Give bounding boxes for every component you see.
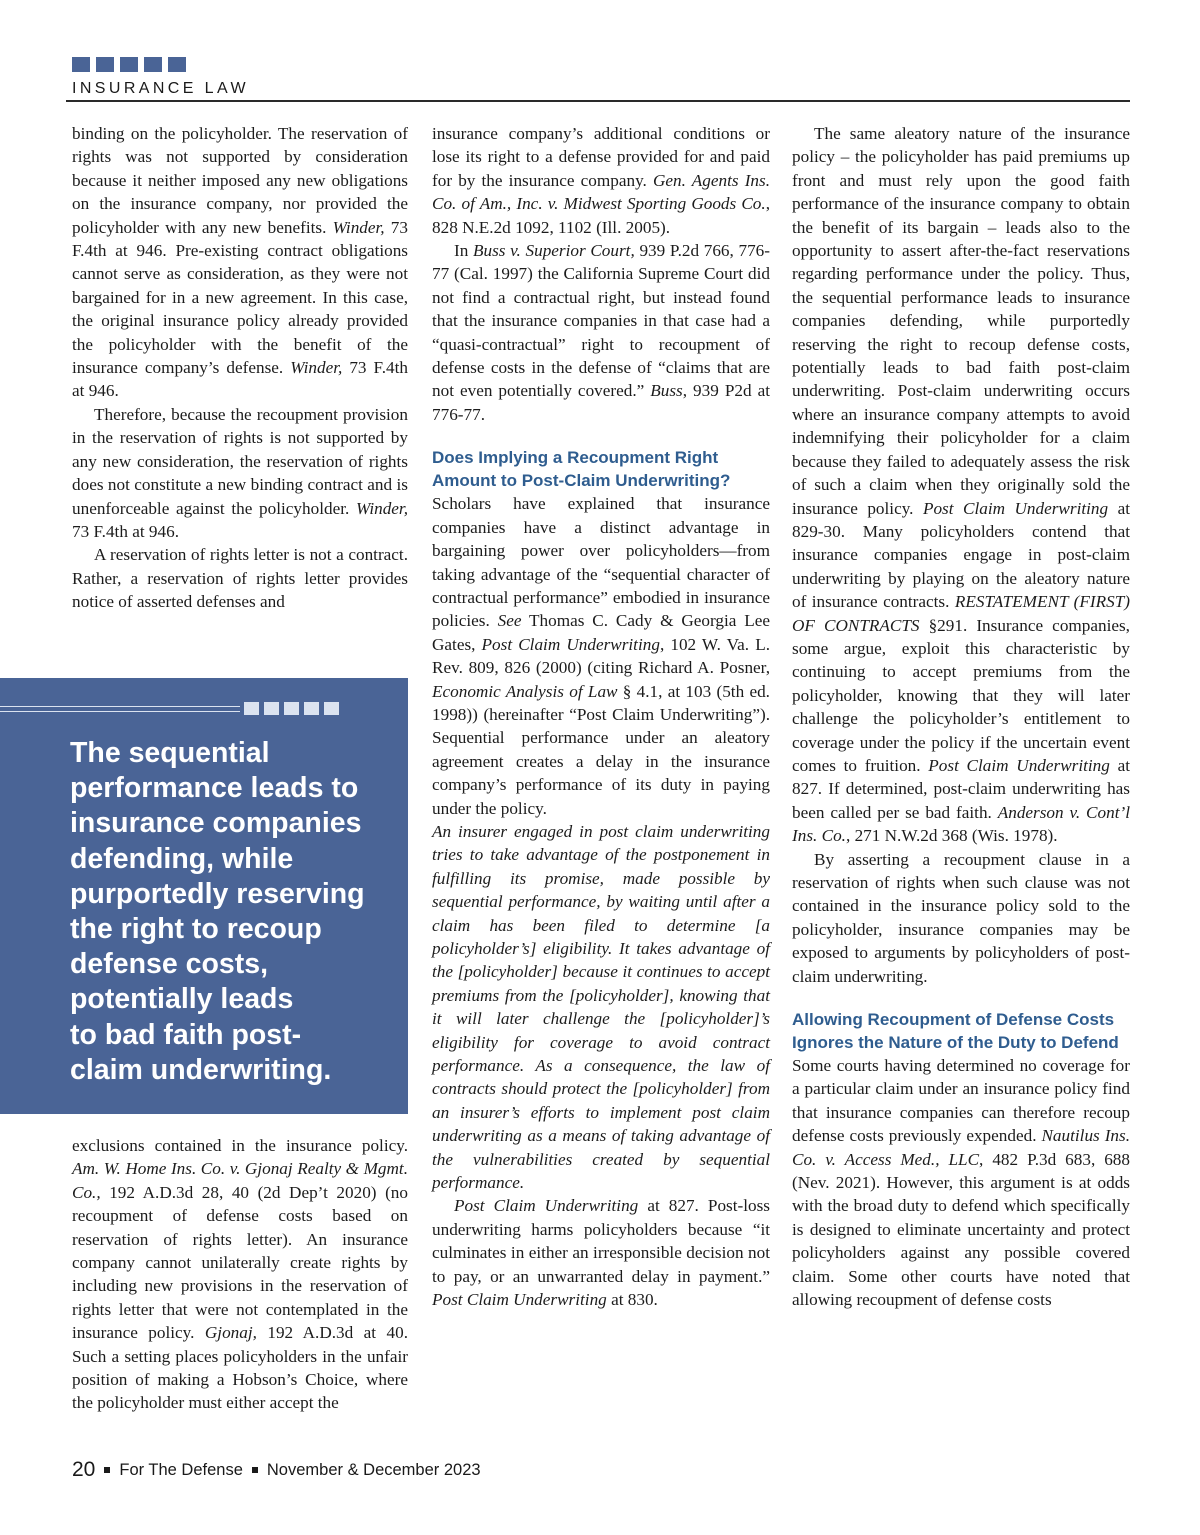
text-run: , 271 N.W.2d 368 (Wis. 1978). [845, 826, 1058, 846]
citation-italic: Am. W. Home Ins. Co. v. Gjonaj Realty & Mgmt. Co., [72, 1159, 408, 1202]
text-run: at 829-30. Many policyholders contend that insurance companies engage in post-claim underwriting by playing on the aleatory nature of insurance contracts. [792, 498, 1130, 612]
text-run: The same aleatory nature of the insurance policy – the policyholder has paid premiums up front and must rely upon the good faith performance of the insurance company to obtain the benefit of its bargain – leads also to the opportunity to assert after-the-fact reservations regarding performance under the policy. Thus, the sequential performance leads to insurance companies defending, while purportedly reserving the right to recoup defense costs, potentially leads to bad faith post-claim underwriting. Post-claim underwriting occurs where an insurance company attempts to avoid indemnifying their policyholder for a claim because they failed to adequately assess the risk of such a claim when they originally sold the insurance policy. [792, 124, 1130, 518]
citation-italic: Economic Analysis of Law [432, 681, 618, 701]
text-run: § 4.1, at 103 (5th ed. 1998)) (hereinafter “Post Claim Underwriting”). Sequential performance under an aleatory agreement creates a delay in the insurance company’s performance of its duty in paying under the policy. [432, 681, 770, 818]
citation-italic: Buss [650, 381, 683, 401]
citation-italic: Winder, [332, 217, 385, 237]
text-run: at 827. If determined, post-claim underwriting has been called per se bad faith. [792, 755, 1130, 822]
citation-italic: Winder, [355, 498, 408, 518]
col3-paragraph-3 [792, 1054, 1130, 1311]
col1-paragraph-4 [72, 1134, 408, 1415]
citation-italic: Post Claim Underwriting [432, 1290, 607, 1310]
citation-italic: See [497, 611, 522, 631]
publication-name: For The Defense [119, 1460, 243, 1479]
text-run: Therefore, because the recoupment provision in the reservation of rights is not supported by any new consideration, the reservation of rights does not constitute a new binding contract and is unenforceable against the policyholder. [72, 404, 408, 518]
issue-date: November & December 2023 [266, 1460, 481, 1479]
section-title: INSURANCE LAW [72, 80, 249, 97]
citation-italic: Post Claim Underwriting [922, 498, 1109, 518]
header-squares-decoration [72, 57, 186, 72]
text-run: 73 F.4th at 946. [72, 358, 408, 401]
col3-paragraph-2 [792, 848, 1130, 988]
section-heading-post-claim: Does Implying a Recoupment Right Amount to Post-Claim Underwriting? [432, 448, 731, 491]
citation-italic: Gen. Agents Ins. Co. of Am., Inc. v. Midwest Sporting Goods Co. [432, 170, 770, 214]
page-number: 20 [72, 1458, 96, 1481]
text-run: exclusions contained in the insurance policy. [72, 1136, 408, 1155]
col2-paragraph-1 [432, 122, 770, 239]
text-run: , 828 N.E.2d 1092, 1102 (Ill. 2005). [432, 194, 770, 237]
citation-italic: Post Claim Underwriting [454, 1196, 639, 1216]
col3-paragraph-1 [792, 122, 1130, 848]
citation-italic: Buss v. Superior Court, [473, 241, 635, 261]
pull-quote-text: The sequential performance leads to insurance companies defending, while purportedly reserving the right to recoup defense costs, potentially leads to bad faith post- claim underwriting. [70, 737, 365, 1086]
text-run: 73 F.4th at 946. [72, 521, 180, 541]
text-run: , 482 P.3d 683, 688 (Nev. 2021). However, this argument is at odds with the broad duty to defend which specifically is designed to eliminate uncertainty and protect policyholders against any possible covered claim. Some other courts have noted that allowing recoupment of defense costs [792, 1149, 1130, 1310]
page-footer [72, 1458, 481, 1482]
footer-bullet [104, 1467, 110, 1473]
pull-quote-rule [0, 706, 240, 712]
text-run: By asserting a recoupment clause in a reservation of rights when such clause was not contained in the insurance policy sold to the policyholder, insurance companies may be exposed to arguments by policyholders of post-claim underwriting. [792, 849, 1130, 986]
col1-paragraph-1 [72, 122, 408, 403]
text-run: §291. Insurance companies, some argue, exploit this characteristic by continuing to accept premiums from the policyholder, knowing that they will later challenge the policyholder’s entitlement to coverage under the policy if the uncertain event comes to fruition. [792, 615, 1130, 775]
text-run: insurance company’s additional conditions or lose its right to a defense provided for and paid for by the insurance company. [432, 124, 770, 190]
text-run: , 939 P2d at 776-77. [432, 381, 770, 424]
section-heading-duty-to-defend: Allowing Recoupment of Defense Costs Ignores the Nature of the Duty to Defend [792, 1010, 1119, 1053]
column-2 [432, 122, 770, 1312]
column-1-top [72, 122, 408, 614]
block-quote: An insurer engaged in post claim underwriting tries to take advantage of the postponement in fulfilling its promise, made possible by sequential performance, by waiting until after a claim has been filed to determine [a policyholder’s] eligibility. It takes advantage of the [policyholder] because it continues to accept premiums from the [policyholder], knowing that it will later challenge the [policyholder]’s eligibility for coverage to avoid contract performance. As a consequence, the law of contracts should protect the [policyholder] from an insurer’s efforts to implement post claim underwriting as a means of taking advantage of the vulnerabilities created by sequential performance. [432, 821, 770, 1193]
col2-paragraph-2 [432, 239, 770, 426]
text-run: 192 A.D.3d 28, 40 (2d Dep’t 2020) (no recoupment of defense costs based on reservation of rights letter). An insurance company cannot unilaterally create rights by including new provisions in the reservation of rights letter that were not contemplated in the insurance policy. [72, 1182, 408, 1343]
citation-italic: Post Claim Underwriting [928, 755, 1110, 775]
text-run: at 827. Post-loss underwriting harms policyholders because “it culminates in either an irresponsible decision not to pay, or an unwarranted delay in payment.” [432, 1196, 770, 1286]
text-run: Scholars have explained that insurance companies have a distinct advantage in bargaining power over policyholders—from taking advantage of the “sequential character of contractual performance” embodied in insurance policies. [432, 494, 770, 631]
text-run: binding on the policyholder. The reservation of rights was not supported by consideration because it neither imposed any new obligations on the insurance company, nor provided the policyholder with any new benefits. [72, 124, 408, 237]
citation-italic: Anderson v. Cont’l Ins. Co. [792, 802, 1130, 846]
col2-paragraph-4 [432, 1194, 770, 1311]
text-run: In [454, 241, 474, 261]
text-run: Some courts having determined no coverage for a particular claim under an insurance policy find that insurance companies can therefore recoup defense costs previously expended. [792, 1056, 1130, 1146]
citation-italic: Winder, [290, 358, 343, 378]
text-run: at 830. [606, 1290, 658, 1310]
citation-italic: Post Claim Underwriting [481, 634, 660, 654]
citation-italic: Nautilus Ins. Co. v. Access Med., LLC [792, 1126, 1131, 1169]
text-run: , 102 W. Va. L. Rev. 809, 826 (2000) (citing Richard A. Posner, [432, 634, 770, 678]
text-run: 939 P.2d 766, 776-77 (Cal. 1997) the California Supreme Court did not find a contractual right, but instead found that the insurance companies in that case had a “quasi-contractual” right to recoupment of defense costs in the defense of “claims that are not even potentially covered.” [432, 241, 771, 401]
column-3 [792, 122, 1130, 1312]
col1-paragraph-3 [72, 543, 408, 613]
citation-italic: Gjonaj, [204, 1323, 257, 1343]
footer-bullet [252, 1467, 258, 1473]
column-1-bottom [72, 1134, 408, 1415]
text-run: A reservation of rights letter is not a contract. Rather, a reservation of rights letter provides notice of asserted defenses and [72, 545, 408, 612]
text-run: 73 F.4th at 946. Pre-existing contract obligations cannot serve as consideration, as they were not bargained for in a new agreement. In this case, the original insurance policy already provided the policyholder with the benefit of the insurance company’s defense. [72, 217, 408, 378]
text-run: Thomas C. Cady & Georgia Lee Gates, [432, 611, 770, 654]
col1-paragraph-2 [72, 403, 408, 543]
pull-quote-squares-decoration [244, 702, 339, 715]
citation-italic: RESTATEMENT (FIRST) OF CONTRACTS [792, 592, 1130, 635]
col2-paragraph-3 [432, 492, 770, 820]
pull-quote-box [0, 678, 408, 1114]
header-divider [66, 100, 1130, 102]
text-run: 192 A.D.3d at 40. Such a setting places policyholders in the unfair position of making a Hobson’s Choice, where the policyholder must either accept the [72, 1323, 408, 1413]
